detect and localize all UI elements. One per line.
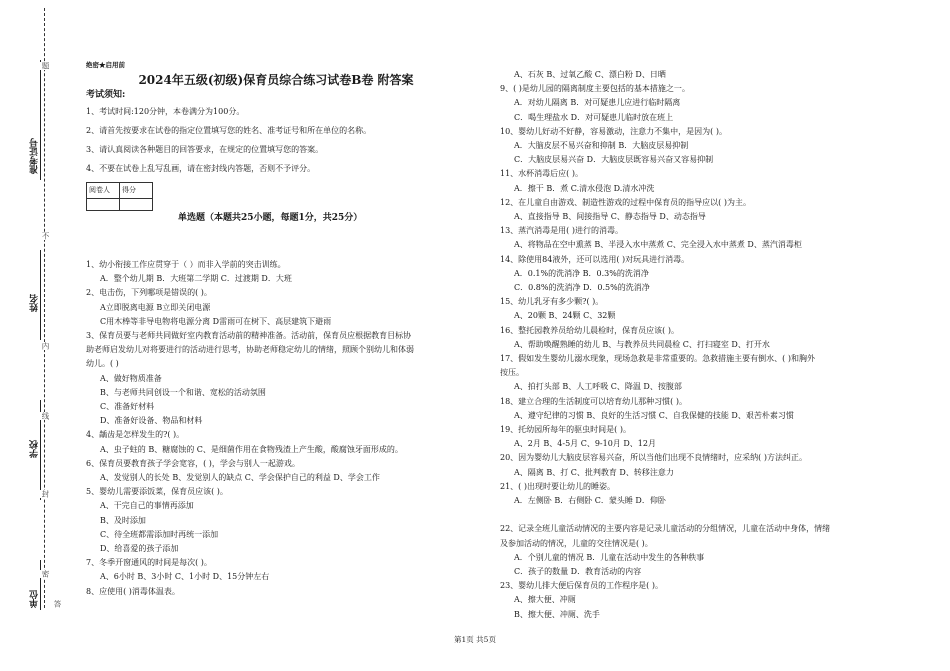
question-line: 22、记录全班儿童活动情况的主要内容是记录儿童活动的分组情况，儿童在活动中身体，情绪 [500,524,831,534]
question-line: 20、因为婴幼儿大脑皮层容易兴奋，所以当他们出现不良情绪时，应采纳( )方法纠正。 [500,453,807,463]
exam-number-field[interactable] [40,60,41,180]
question-line: B、及时添加 [100,515,146,525]
question-line: 19、托幼园所每年的驱虫时间是( )。 [500,425,631,435]
right-column [500,68,900,622]
seal-char-6: 答 [53,600,62,608]
question-line: C．0.8%的洗消净 D．0.5%的洗消净 [514,283,650,293]
question-line: 1、幼小衔接工作应贯穿于（ ）而非入学前的突击训练。 [86,260,286,269]
question-line: 6、保育员要教育孩子学会宽容，( )，学会与别人一起游戏。 [86,458,300,468]
question-line: C、准备好材料 [100,402,155,412]
question-line: D、给喜爱的孩子添加 [100,544,179,554]
question-line: 17、假如发生婴幼儿溺水现象，现场急救是非常重要的。急救措施主要有倒水、( )和胸外 [500,354,815,364]
question-line: 13、蒸汽消毒是用( )进行的消毒。 [500,226,623,236]
question-line: 5、婴幼儿需要添饭菜，保育员应该( )。 [86,487,228,497]
seal-char-2: 内 [41,342,50,350]
question-line: A、石灰 B、过氧乙酸 C、漂白粉 D、日晒 [514,70,666,79]
seal-char-4: 封 [41,490,50,498]
question-line: A．0.1%的洗消净 B．0.3%的洗消净 [514,268,649,278]
question-line: D、准备好设备、物品和材料 [100,416,203,426]
notice-item: 4、不要在试卷上乱写乱画，请在密封线内答题，否则不予评分。 [86,164,316,174]
question-line: 助老师启发幼儿对将要进行的活动进行思考，协助老师稳定幼儿的情绪，照顾个别幼儿和体弱 [86,345,414,355]
notice-item: 1、考试时间:120分钟，本卷满分为100分。 [86,107,245,117]
notice-item: 3、请认真阅读各种题目的回答要求，在规定的位置填写您的答案。 [86,145,324,155]
notice-item: 2、请首先按要求在试卷的指定位置填写您的姓名、准考证号和所在单位的名称。 [86,126,372,136]
label-unit: 单位 [30,590,40,608]
question-line: A、6小时 B、3小时 C、1小时 D、15分钟左右 [100,572,270,582]
label-name: 姓名 [30,294,40,312]
question-line: 2、电击伤，下列哪项是错误的( )。 [86,288,212,298]
question-line: A、干完自己的事情再添加 [100,501,194,511]
question-line: 幼儿。( ) [86,359,119,369]
question-line: C、待全班都需添加时再统一添加 [100,529,219,539]
score-cell[interactable] [120,198,153,210]
question-line: A、2月 B、4-5月 C、9-10月 D、12月 [514,439,656,449]
question-line: A．大脑皮层不易兴奋和抑制 B．大脑皮层易抑制 [514,141,689,151]
question-line: A、隔离 B、打 C、批判教育 D、转移注意力 [514,467,674,477]
seal-char-1: 不 [41,232,50,240]
question-line: B、擦大便、冲厕、洗手 [514,609,600,619]
question-line: C．孩子的数量 D．教育活动的内容 [514,566,642,576]
question-line [500,508,900,522]
seal-char-5: 密 [41,570,50,578]
question-line: 15、幼儿乳牙有多少颗?( )。 [500,297,604,307]
question-line: A．擦干 B．煮 C.清水侵泡 D.清水冲洗 [514,183,655,193]
seal-line [44,8,45,608]
question-line: C用木棒等非导电物将电源分离 D雷雨可在树下、高层建筑下避雨 [100,316,332,326]
question-line: 及参加活动的情况，儿童的交往情况是( )。 [500,538,653,548]
page-footer: 第1页 共5页 [454,635,496,644]
question-line: 14、除使用84液外，还可以选用( )对玩具进行消毒。 [500,254,690,264]
question-line: A．左侧卧 B．右侧卧 C．蒙头睡 D．仰卧 [514,496,666,506]
notice-heading: 考试须知: [86,90,126,101]
binding-margin [0,0,62,671]
question-line: A、直接指导 B、间接指导 C、静态指导 D、动态指导 [514,212,706,222]
grader-label: 阅卷人 [87,183,120,198]
question-line: 7、冬季开窗通风的时间是每次( )。 [86,558,212,568]
exam-title: 2024年五级(初级)保育员综合练习试卷B卷 附答案 [138,73,414,88]
question-line: 12、在儿童自由游戏、制造性游戏的过程中保育员的指导应以( )为主。 [500,197,751,207]
question-line: A、遵守纪律的习惯 B、良好的生活习惯 C、自我保健的技能 D、艰苦朴素习惯 [514,410,794,420]
question-line: 18、建立合理的生活制度可以培育幼儿那种习惯( )。 [500,396,687,406]
question-line: A、拍打头部 B、人工呼吸 C、降温 D、按腹部 [514,382,682,392]
question-line: A、虫子蛀的 B、糖腐蚀的 C、是细菌作用在食物残渣上产生酸，酸腐蚀牙面形成的。 [100,444,403,454]
question-line: 4、龋齿是怎样发生的?( )。 [86,430,185,440]
grader-cell[interactable] [87,198,120,210]
right-questions [500,68,900,622]
question-line: C．喝生理盐水 D．对可疑患儿临时放在班上 [514,112,674,122]
question-line: 按压。 [500,368,524,378]
left-column [86,58,496,596]
question-line: A、将物品在空中熏蒸 B、半浸入水中蒸煮 C、完全浸入水中蒸煮 D、蒸汽消毒柜 [514,240,802,250]
seal-char-top: 题 [41,62,50,70]
question-line: A、发觉别人的长处 B、发觉别人的缺点 C、学会保护自己的利益 D、学会工作 [100,473,380,483]
score-box [86,182,153,210]
question-line: A．整个幼儿期 B．大班第二学期 C．过渡期 D．大班 [100,274,292,284]
question-line: 11、水杯消毒后应( )。 [500,169,583,179]
question-line: A、20颗 B、24颗 C、32颗 [514,311,616,321]
question-line: A．对幼儿隔离 B．对可疑患儿应进行临时隔离 [514,98,681,108]
question-line: A、帮助唤醒熟睡的幼儿 B、与教养员共同晨检 C、打扫寝室 D、打开水 [514,339,770,349]
label-school: 学校 [30,440,40,458]
question-line: 21、( )出现时要让幼儿的睡姿。 [500,481,615,491]
question-line: A、擦大便、冲厕 [514,595,576,605]
question-line: 8、应使用( )消毒体温表。 [86,586,180,596]
question-line: A立即脱离电源 B立即关闭电源 [100,302,211,312]
question-line: 3、保育员要与老师共同做好室内教育活动前的精神准备。活动前，保育员应根据教育目标协 [86,331,412,341]
name-field[interactable] [40,250,41,340]
question-line: A．个别儿童的情况 B．儿童在活动中发生的各种秩事 [514,552,705,562]
question-line: A、做好物质准备 [100,373,162,383]
score-label: 得分 [120,183,153,198]
section-heading: 单选题（本题共25小题，每题1分，共25分） [178,213,363,223]
question-line: 10、婴幼儿好动不好静，容易激动，注意力不集中，是因为( )。 [500,126,727,136]
question-line: B、与老师共同创设一个和谐、宽松的活动氛围 [100,387,266,397]
question-line: C．大脑皮层易兴奋 D．大脑皮层既容易兴奋又容易抑制 [514,155,714,165]
secret-mark: 绝密★启用前 [86,61,125,69]
left-questions [86,258,414,599]
question-line: 9、( )是幼儿园的隔离制度主要包括的基本措施之一。 [500,84,690,94]
question-line: 23、婴幼儿排大便后保育员的工作程序是( )。 [500,581,663,591]
label-exam-number: 准考证号 [30,138,40,174]
unit-field[interactable] [40,560,41,610]
seal-char-3: 线 [41,412,50,420]
question-line: 16、整托园教养员给幼儿晨检时，保育员应该( )。 [500,325,679,335]
